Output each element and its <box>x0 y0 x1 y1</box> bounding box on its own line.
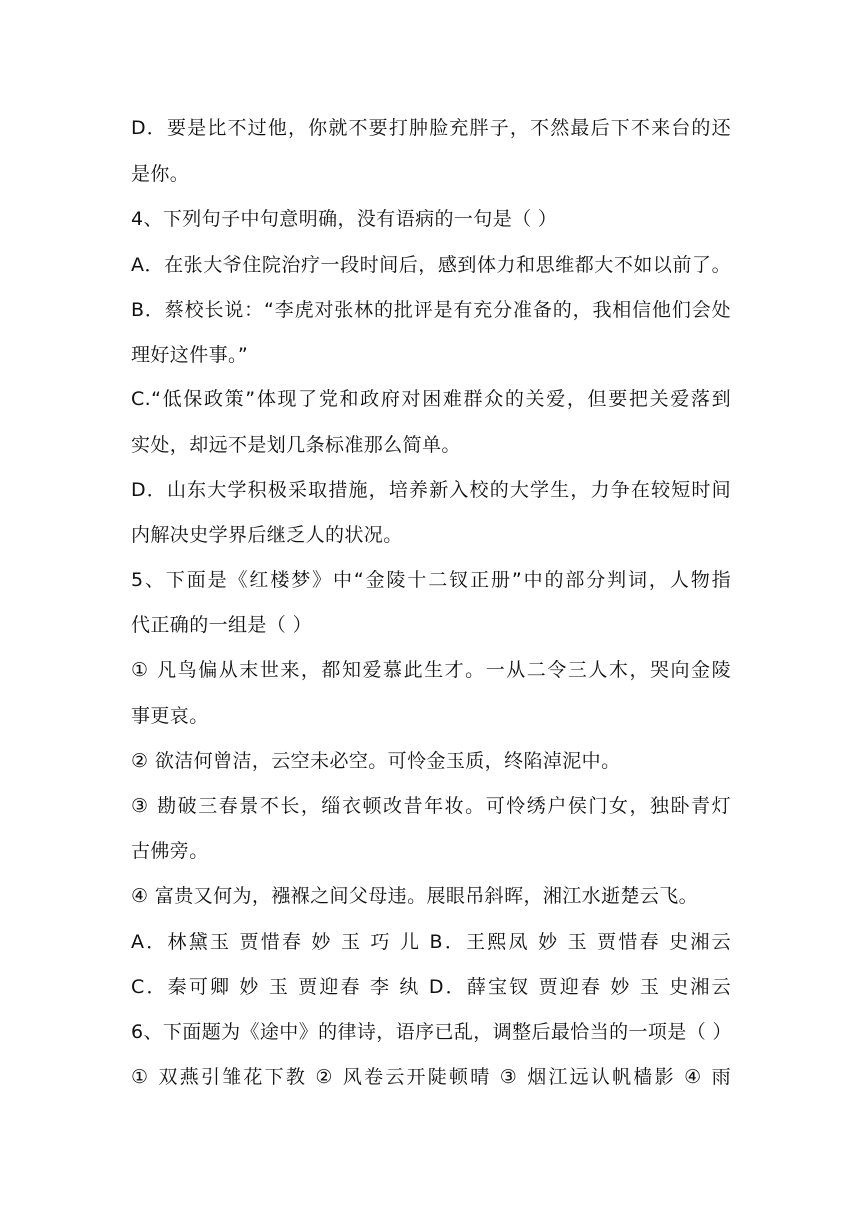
verse-3: ③ 勘破三春景不长，缁衣顿改昔年妆。可怜绣户侯门女，独卧青灯 <box>131 795 731 817</box>
option-4c: C.“低保政策”体现了党和政府对困难群众的关爱，但要把关爱落到 <box>131 388 731 410</box>
options-5ab: A．林黛玉 贾惜春 妙 玉 巧 儿 B．王熙凤 妙 玉 贾惜春 史湘云 <box>131 931 731 953</box>
question-6-prompt: 6、下面题为《途中》的律诗，语序已乱，调整后最恰当的一项是（ ） <box>131 1021 732 1043</box>
text-line: 内解决史学界后继乏人的状况。 <box>131 524 403 546</box>
question-4-prompt: 4、下列句子中句意明确，没有语病的一句是（ ） <box>131 208 558 230</box>
verse-4: ④ 富贵又何为，襁褓之间父母违。展眼吊斜晖，湘江水逝楚云飞。 <box>131 885 699 907</box>
options-5cd: C．秦可卿 妙 玉 贾迎春 李 纨 D．薛宝钗 贾迎春 妙 玉 史湘云 <box>131 976 731 998</box>
text-line: 实处，却远不是划几条标准那么简单。 <box>131 434 461 456</box>
text-line: 是你。 <box>131 163 190 185</box>
option-4a: A．在张大爷住院治疗一段时间后，感到体力和思维都大不如以前了。 <box>131 254 731 276</box>
text-line: 代正确的一组是（ ） <box>131 614 313 636</box>
verse-1: ① 凡鸟偏从末世来，都知爱慕此生才。一从二令三人木，哭向金陵 <box>131 659 731 681</box>
verse-2: ② 欲洁何曾洁，云空未必空。可怜金玉质，终陷淖泥中。 <box>131 750 621 772</box>
text-line: 古佛旁。 <box>131 840 209 862</box>
text-line: D．要是比不过他，你就不要打肿脸充胖子，不然最后下不来台的还 <box>131 117 731 139</box>
text-line: 理好这件事。” <box>131 344 249 366</box>
text-line: 事更哀。 <box>131 705 209 727</box>
option-4d: D．山东大学积极采取措施，培养新入校的大学生，力争在较短时间 <box>131 479 731 501</box>
option-4b: B．蔡校长说：“李虎对张林的批评是有充分准备的，我相信他们会处 <box>131 299 731 321</box>
question-5-prompt: 5、下面是《红楼梦》中“金陵十二钗正册”中的部分判词，人物指 <box>131 569 731 591</box>
poem-lines: ① 双燕引雏花下教 ② 风卷云开陡顿晴 ③ 烟江远认帆樯影 ④ 雨 <box>131 1066 731 1088</box>
